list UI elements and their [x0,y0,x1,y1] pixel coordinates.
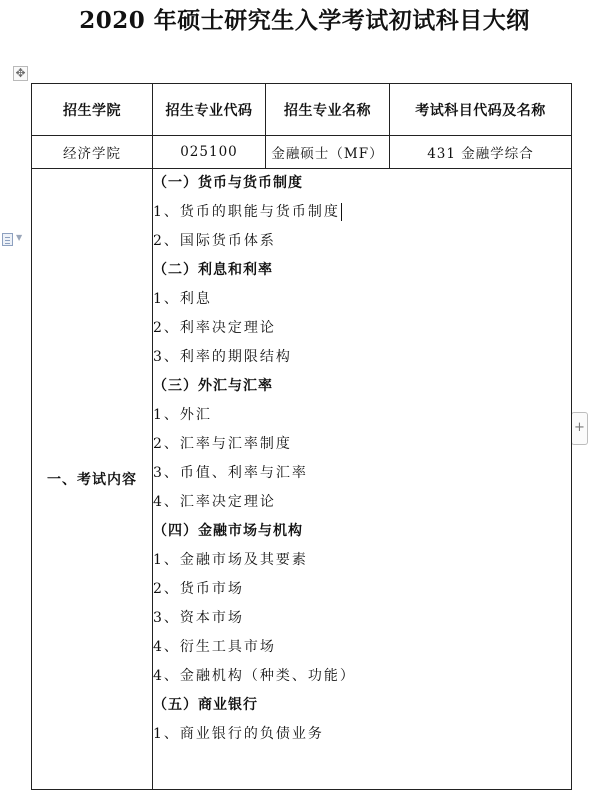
list-item [153,198,571,227]
paragraph-doc-icon [2,233,13,246]
list-item: 2、货币市场 [153,581,244,597]
list-item: 1、利息 [153,291,212,307]
header-cell-exam-subject: 考试科目代码及名称 [390,84,572,136]
content-row [32,169,572,790]
list-item: 1、金融市场及其要素 [153,552,308,568]
table-row [32,136,572,169]
header-cell-college: 招生学院 [32,84,153,136]
chapter-title: （五）商业银行 [153,697,258,713]
chapter-title: （一）货币与货币制度 [153,175,303,191]
list-item-text: 1、货币的职能与货币制度 [153,204,340,220]
syllabus-table [31,83,572,790]
syllabus-content[interactable] [153,169,572,790]
dropdown-caret-icon: ▼ [16,233,23,242]
list-item: 3、币值、利率与汇率 [153,465,308,481]
cell-exam-subject: 431 金融学综合 [390,136,572,169]
list-item: 4、汇率决定理论 [153,494,276,510]
chapter-title: （二）利息和利率 [153,262,273,278]
list-item: 1、外汇 [153,407,212,423]
cell-major-name: 金融硕士（MF） [266,136,390,169]
chapter-title: （四）金融市场与机构 [153,523,303,539]
list-item: 1、商业银行的负债业务 [153,726,324,742]
header-cell-major-code: 招生专业代码 [153,84,266,136]
header-cell-major-name: 招生专业名称 [266,84,390,136]
chapter-title: （三）外汇与汇率 [153,378,273,394]
list-item: 4、衍生工具市场 [153,639,276,655]
text-cursor [341,203,342,221]
cell-college: 经济学院 [32,136,153,169]
list-item: 2、国际货币体系 [153,233,276,249]
document-paragraph-icon[interactable] [0,231,28,249]
list-item: 3、资本市场 [153,610,244,626]
move-cross-icon[interactable]: ✥ [13,66,28,81]
plus-icon[interactable]: + [571,412,588,445]
list-item: 2、利率决定理论 [153,320,276,336]
table-header-row [32,84,572,136]
section-label: 一、考试内容 [32,169,153,790]
cell-major-code: 025100 [153,136,266,169]
document-title: 2020 年硕士研究生入学考试初试科目大纲 [79,7,530,34]
list-item: 3、利率的期限结构 [153,349,292,365]
list-item: 4、金融机构（种类、功能） [153,668,356,684]
list-item: 2、汇率与汇率制度 [153,436,292,452]
